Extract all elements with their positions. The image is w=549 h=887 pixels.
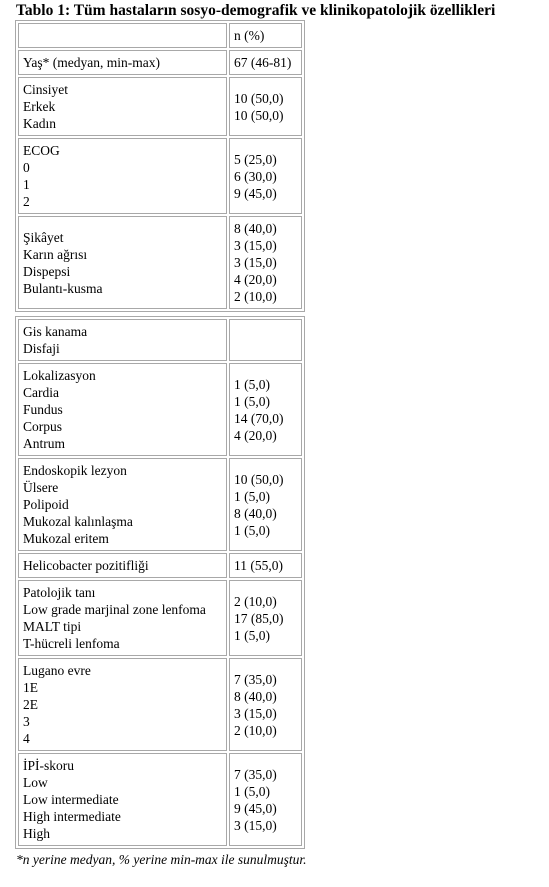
row-label-cell (18, 658, 227, 751)
value-line: 6 (30,0) (234, 168, 277, 184)
table-row (18, 77, 302, 136)
label-line: Antrum (23, 436, 65, 451)
label-line: MALT tipi (23, 619, 82, 634)
value-line: 2 (10,0) (234, 593, 277, 609)
table-row (18, 363, 302, 456)
label-line: Kadın (23, 116, 56, 131)
row-label-cell (18, 216, 227, 309)
value-line: 4 (20,0) (234, 427, 277, 443)
label-line: Gis kanama (23, 324, 88, 339)
value-line: 3 (15,0) (234, 238, 277, 253)
row-label-cell (18, 319, 227, 361)
table-row (18, 50, 302, 75)
row-value-cell (229, 216, 302, 309)
value-line: 10 (50,0) (234, 471, 284, 487)
label-line: 1E (23, 680, 38, 695)
table-row (18, 658, 302, 751)
label-line: Polipoid (23, 497, 69, 512)
label-line: Yaş* (medyan, min-max) (23, 55, 160, 70)
row-label-cell (18, 458, 227, 551)
label-line: Low grade marjinal zone lenfoma (23, 602, 206, 617)
table-row (18, 458, 302, 551)
value-line: 10 (50,0) (234, 90, 284, 106)
label-line: Bulantı-kusma (23, 280, 103, 296)
value-line: 10 (50,0) (234, 107, 284, 123)
table-row (18, 138, 302, 214)
row-value-cell (229, 319, 302, 361)
row-label-cell (18, 138, 227, 214)
value-line: 9 (45,0) (234, 185, 277, 201)
label-line: Disfaji (23, 341, 60, 356)
row-value-cell (229, 458, 302, 551)
label-line: Cardia (23, 385, 59, 400)
row-label-cell (18, 23, 227, 48)
label-line: Low intermediate (23, 792, 119, 807)
label-line: 2 (23, 194, 30, 209)
value-line: 11 (55,0) (234, 558, 283, 573)
table-footnote: *n yerine medyan, % yerine min-max ile sunulmuştur. (16, 852, 307, 867)
value-line: 8 (40,0) (234, 221, 277, 236)
label-line: 1 (23, 177, 30, 192)
label-line: High intermediate (23, 809, 121, 824)
label-line: Ülsere (23, 480, 59, 495)
label-line: Karın ağrısı (23, 246, 88, 262)
row-label-cell (18, 50, 227, 75)
value-line: 1 (5,0) (234, 488, 270, 504)
label-line: Fundus (23, 402, 63, 417)
row-value-cell (229, 658, 302, 751)
value-line: 9 (45,0) (234, 800, 277, 816)
table-row (18, 319, 302, 361)
value-line: 4 (20,0) (234, 272, 277, 287)
row-label-cell (18, 580, 227, 656)
row-value-cell (229, 553, 302, 578)
value-line: 1 (5,0) (234, 376, 270, 392)
label-line: Şikâyet (23, 229, 64, 245)
label-line: Lugano evre (23, 663, 91, 678)
row-label-cell (18, 753, 227, 846)
table-row (18, 580, 302, 656)
label-line: Lokalizasyon (23, 368, 96, 383)
label-line: Erkek (23, 99, 56, 114)
label-line: Low (23, 775, 48, 790)
value-line: 7 (35,0) (234, 766, 277, 782)
value-line: 1 (5,0) (234, 627, 270, 643)
table-row (18, 753, 302, 846)
row-value-cell (229, 580, 302, 656)
row-label-cell (18, 553, 227, 578)
label-line: High (23, 826, 50, 841)
value-line: 1 (5,0) (234, 783, 270, 799)
label-line: 2E (23, 697, 38, 712)
row-value-cell (229, 23, 302, 48)
label-line: Helicobacter pozitifliği (23, 558, 149, 573)
value-line: 17 (85,0) (234, 610, 284, 626)
label-line: 4 (23, 731, 30, 746)
value-line: 3 (15,0) (234, 255, 277, 270)
table-caption: Tablo 1: Tüm hastaların sosyo-demografik ve klinikopatolojik özellikleri (16, 2, 496, 19)
value-line: 8 (40,0) (234, 505, 277, 521)
characteristics-table-part-1 (15, 20, 305, 312)
label-line: Corpus (23, 419, 63, 434)
row-value-cell (229, 50, 302, 75)
value-line: 7 (35,0) (234, 671, 277, 687)
label-line: Patolojik tanı (23, 585, 96, 600)
row-value-cell (229, 753, 302, 846)
label-line: T-hücreli lenfoma (23, 636, 120, 651)
value-line: 8 (40,0) (234, 688, 277, 704)
value-line: 5 (25,0) (234, 151, 277, 167)
row-label-cell (18, 363, 227, 456)
table-row (18, 553, 302, 578)
characteristics-table-part-2 (15, 316, 305, 849)
value-line: 1 (5,0) (234, 522, 270, 538)
label-line: 0 (23, 160, 30, 175)
value-line: 67 (46-81) (234, 55, 292, 70)
label-line: Mukozal kalınlaşma (23, 514, 133, 529)
value-line: n (%) (234, 28, 265, 43)
row-value-cell (229, 138, 302, 214)
row-value-cell (229, 77, 302, 136)
value-line: 2 (10,0) (234, 289, 277, 304)
label-line: Mukozal eritem (23, 531, 109, 546)
row-label-cell (18, 77, 227, 136)
label-line: Endoskopik lezyon (23, 463, 127, 478)
value-line: 3 (15,0) (234, 705, 277, 721)
table-row (18, 23, 302, 48)
label-line: ECOG (23, 143, 60, 158)
label-line: İPİ-skoru (23, 758, 74, 773)
value-line: 1 (5,0) (234, 393, 270, 409)
table-row (18, 216, 302, 309)
value-line: 2 (10,0) (234, 722, 277, 738)
value-line: 14 (70,0) (234, 410, 284, 426)
row-value-cell (229, 363, 302, 456)
label-line: Cinsiyet (23, 82, 69, 97)
value-line: 3 (15,0) (234, 817, 277, 833)
label-line: 3 (23, 714, 30, 729)
label-line: Dispepsi (23, 263, 71, 279)
